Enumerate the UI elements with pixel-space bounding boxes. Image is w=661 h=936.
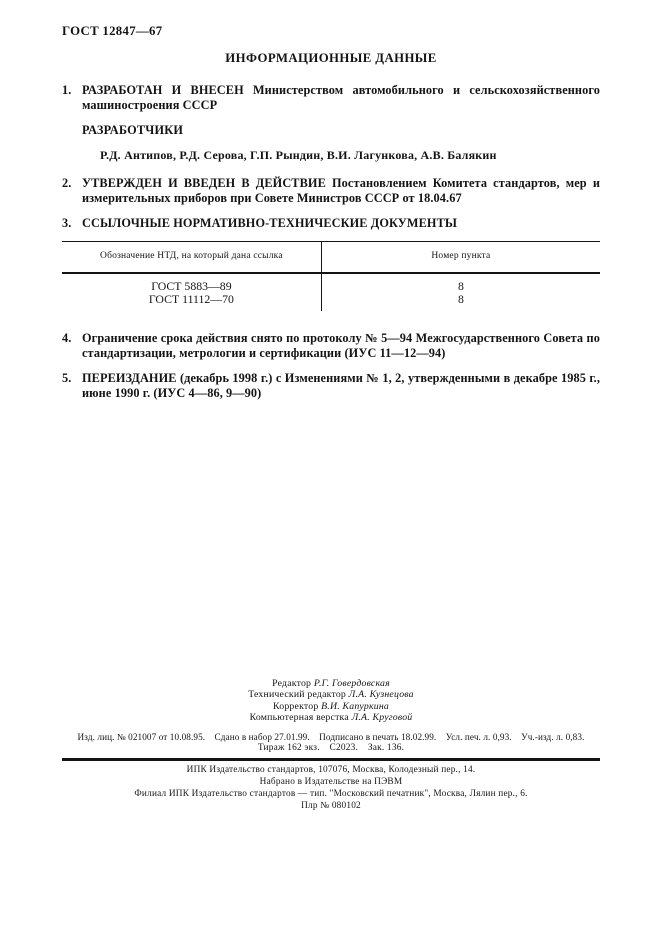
item-3-number: 3. [62,216,72,230]
item-1-text: РАЗРАБОТАН И ВНЕСЕН Министерством автомобильного и сельскохозяйственного машиностроения СССР [82,83,600,112]
editor-role: Корректор [272,700,319,712]
reference-table [62,241,600,311]
table-cell-punkt: 8 [457,292,464,306]
item-3-text: ССЫЛОЧНЫЕ НОРМАТИВНО-ТЕХНИЧЕСКИЕ ДОКУМЕНТЫ [82,216,458,230]
imprint-line-2: Тираж 162 экз. С2023. Зак. 136. [257,742,405,753]
publisher-block [62,764,600,812]
item-5 [62,371,600,401]
editor-line [62,701,600,713]
item-5-text: ПЕРЕИЗДАНИЕ (декабрь 1998 г.) с Изменениями № 1, 2, утвержденными в декабре 1985 г., июне 1990 г. (ИУС 4—86, 9—90) [82,371,600,400]
table-header-cell-punkt: Номер пункта [321,242,600,274]
editor-role: Технический редактор [248,689,347,700]
editors-block [62,678,600,724]
imprint-rule [62,758,600,761]
item-5-number: 5. [62,371,72,385]
table-cell-punkt: 8 [457,279,464,293]
publisher-line: ИПК Издательство стандартов, 107076, Москва, Колодезный пер., 14. [186,765,476,775]
editor-line [62,678,600,690]
table-cell-ntd: ГОСТ 5883—89 [62,273,321,293]
editor-role: Редактор [272,677,312,689]
table-row [62,273,600,293]
editor-name: В.И. Капуркина [321,700,389,712]
publisher-line: Филиал ИПК Издательство стандартов — тип. "Московский печатник", Москва, Лялин пер., 6. [134,789,528,799]
table-row [62,293,600,311]
item-2-text: УТВЕРЖДЕН И ВВЕДЕН В ДЕЙСТВИЕ Постановлением Комитета стандартов, мер и измерительных приборов при Совете Министров СССР от 18.04.67 [82,176,600,205]
table-cell-ntd: ГОСТ 11112—70 [62,293,321,311]
developers-heading: РАЗРАБОТЧИКИ [82,123,184,137]
table-header-cell-ntd: Обозначение НТД, на который дана ссылка [62,242,321,274]
item-4 [62,331,600,361]
editor-name: Л.А. Кузнецова [348,689,414,700]
editor-line [62,689,600,701]
editor-line [62,712,600,724]
item-2-number: 2. [62,176,72,190]
publisher-line: Плр № 080102 [301,801,361,811]
item-1-number: 1. [62,83,72,97]
doc-number: ГОСТ 12847—67 [62,24,163,38]
item-1 [62,83,600,113]
editor-role: Компьютерная верстка [249,712,349,723]
publisher-line: Набрано в Издательстве на ПЭВМ [259,777,403,787]
item-4-text: Ограничение срока действия снято по протоколу № 5—94 Межгосударственного Совета по стандартизации, метрологии и сертификации (ИУС 11—12—94) [82,331,600,360]
item-4-number: 4. [62,331,72,345]
editor-name: Л.А. Круговой [351,712,413,723]
editor-name: Р.Г. Говердовская [313,677,390,689]
colophon [62,678,600,813]
item-3 [62,216,600,231]
page-title: ИНФОРМАЦИОННЫЕ ДАННЫЕ [225,51,437,65]
item-2 [62,176,600,206]
table-header-row [62,242,600,274]
imprint-line-1: Изд. лиц. № 021007 от 10.08.95. Сдано в набор 27.01.99. Подписано в печать 18.02.99. Усл. печ. л. 0,93. Уч.-изд. л. 0,83. [77,731,585,742]
developers-names: Р.Д. Антипов, Р.Д. Серова, Г.П. Рындин, В.И. Лагункова, А.В. Балякин [100,148,497,162]
